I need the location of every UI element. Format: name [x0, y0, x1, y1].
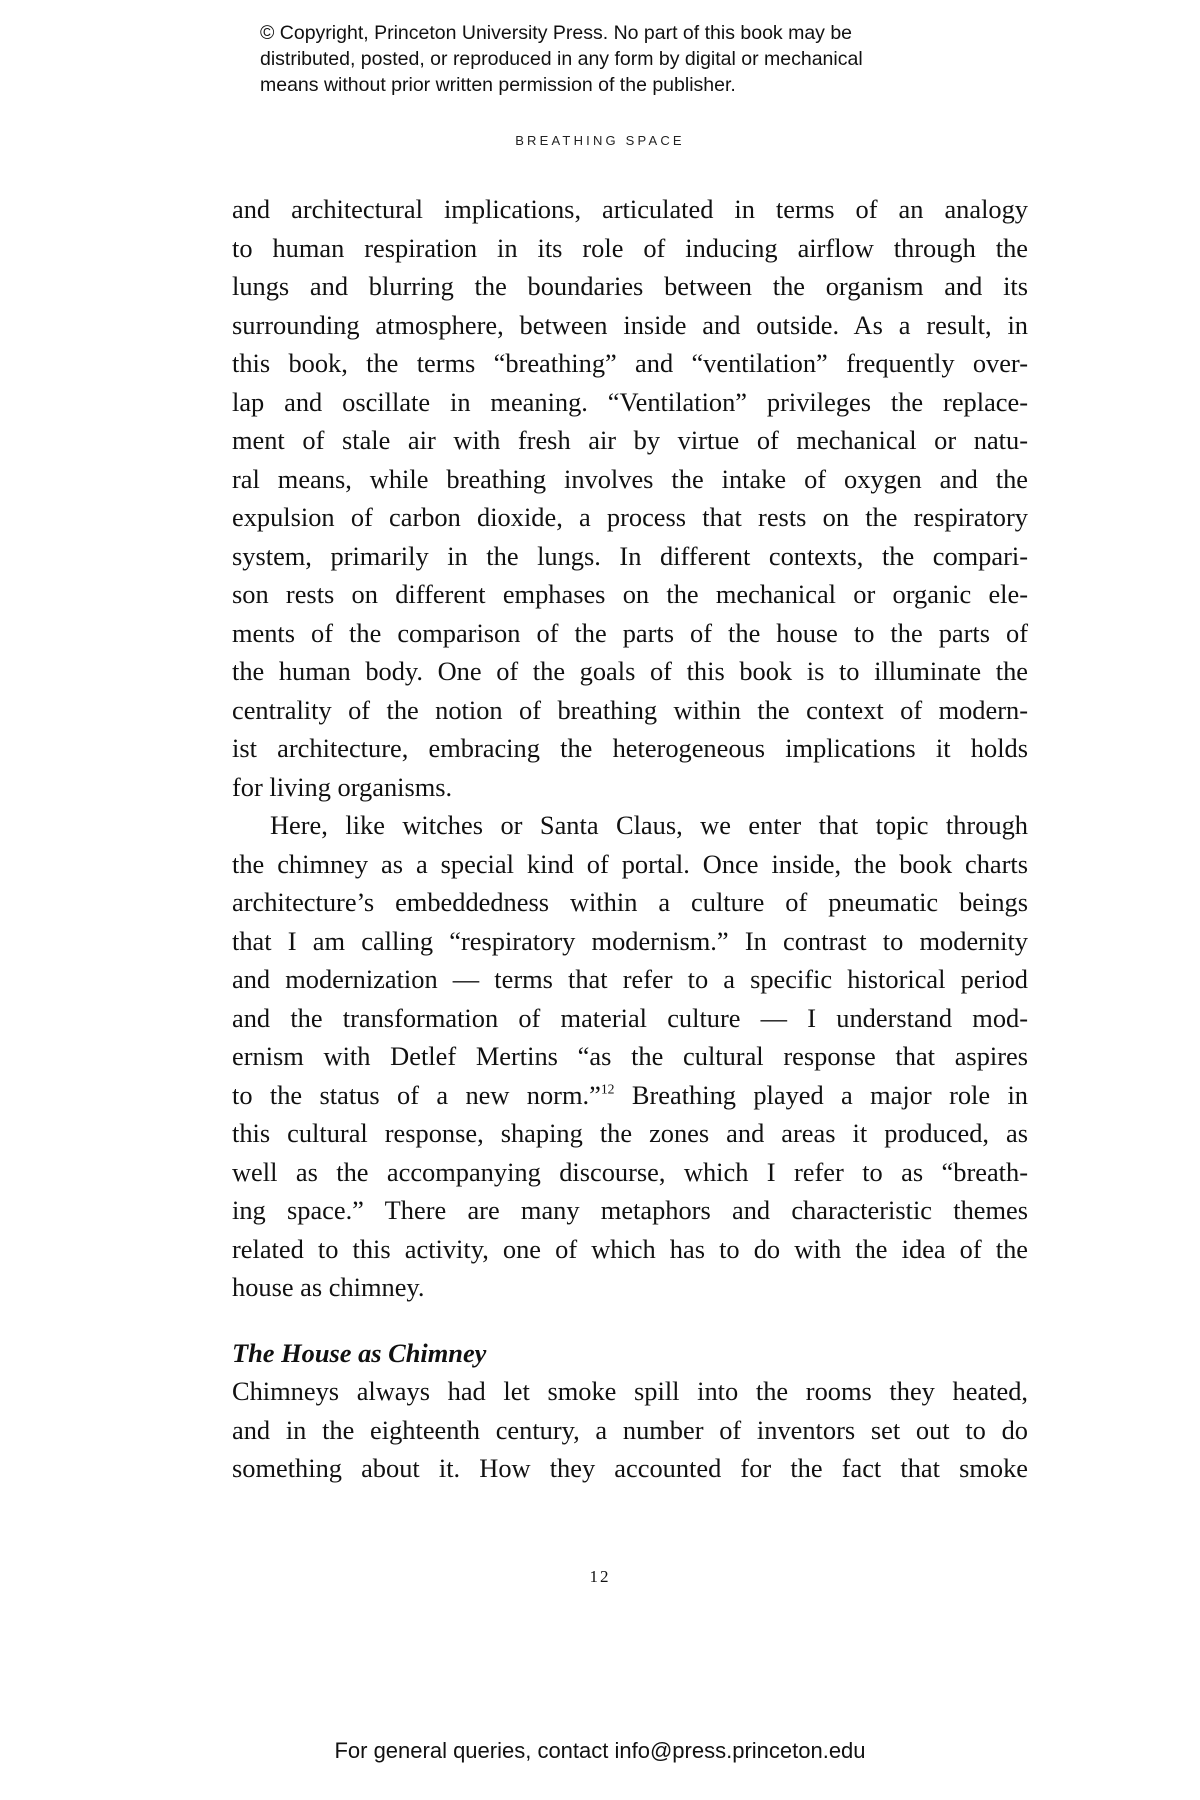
text-line: and architectural implications, articulated in terms of an analogy	[232, 194, 1028, 224]
text-segment: Breathing played a major role in	[614, 1079, 1029, 1110]
text-line: ing space.” There are many metaphors and characteristic themes	[232, 1195, 1028, 1225]
text-line: that I am calling “respiratory modernism.” In contrast to modernity	[232, 925, 1028, 956]
text-line: lap and oscillate in meaning. “Ventilation” privileges the replace-	[232, 386, 1028, 417]
text-line: ral means, while breathing involves the intake of oxygen and the	[232, 463, 1028, 494]
text-line: the human body. One of the goals of this book is to illuminate the	[232, 656, 1028, 686]
body-text	[232, 190, 1028, 1488]
text-line: well as the accompanying discourse, which I refer to as “breath-	[232, 1156, 1028, 1187]
section-spacer	[232, 1307, 1028, 1334]
text-line: ments of the comparison of the parts of the house to the parts of	[232, 617, 1028, 648]
text-line: to human respiration in its role of inducing airflow through the	[232, 232, 1028, 263]
paragraph-1	[232, 190, 1028, 806]
text-line: for living organisms.	[232, 771, 453, 802]
text-line: expulsion of carbon dioxide, a process that rests on the respiratory	[232, 502, 1028, 532]
text-segment: to the status of a new norm.”	[232, 1079, 601, 1110]
page-number: 12	[589, 1567, 611, 1586]
text-line: centrality of the notion of breathing within the context of modern-	[232, 694, 1028, 725]
text-line: lungs and blurring the boundaries between the organism and its	[232, 271, 1028, 301]
text-line: Here, like witches or Santa Claus, we enter that topic through	[270, 810, 1028, 840]
text-line	[232, 1076, 1028, 1115]
section-heading: The House as Chimney	[232, 1337, 487, 1368]
copyright-line: © Copyright, Princeton University Press. No part of this book may be	[260, 22, 853, 44]
text-line: Chimneys always had let smoke spill into the rooms they heated,	[232, 1376, 1028, 1406]
copyright-notice	[260, 20, 980, 98]
text-line: this cultural response, shaping the zones and areas it produced, as	[232, 1118, 1028, 1148]
text-line: this book, the terms “breathing” and “ventilation” frequently over-	[232, 348, 1028, 378]
text-line: son rests on different emphases on the mechanical or organic ele-	[232, 579, 1028, 609]
text-line: ist architecture, embracing the heterogeneous implications it holds	[232, 733, 1028, 763]
text-line: related to this activity, one of which has to do with the idea of the	[232, 1233, 1028, 1264]
text-line: house as chimney.	[232, 1272, 425, 1302]
footer-contact: For general queries, contact info@press.princeton.edu	[334, 1738, 866, 1763]
section-house-as-chimney	[232, 1334, 1028, 1488]
text-line: and in the eighteenth century, a number of inventors set out to do	[232, 1414, 1028, 1445]
text-line: and the transformation of material culture — I understand mod-	[232, 1002, 1028, 1033]
copyright-line: means without prior written permission of the publisher.	[260, 74, 736, 96]
text-line: surrounding atmosphere, between inside and outside. As a result, in	[232, 309, 1028, 340]
text-line: ment of stale air with fresh air by virtue of mechanical or natu-	[232, 425, 1028, 455]
paragraph-2	[232, 806, 1028, 1307]
text-line: and modernization — terms that refer to a specific historical period	[232, 964, 1028, 994]
running-head: BREATHING SPACE	[515, 133, 685, 148]
footnote-marker[interactable]: 12	[600, 1081, 615, 1097]
text-line: something about it. How they accounted for the fact that smoke	[232, 1453, 1028, 1483]
text-line: ernism with Detlef Mertins “as the cultural response that aspires	[232, 1041, 1028, 1071]
text-line: system, primarily in the lungs. In different contexts, the compari-	[232, 540, 1028, 571]
copyright-line: distributed, posted, or reproduced in any form by digital or mechanical	[260, 48, 863, 70]
text-line: architecture’s embeddedness within a culture of pneumatic beings	[232, 887, 1028, 917]
text-line: the chimney as a special kind of portal. Once inside, the book charts	[232, 848, 1028, 879]
